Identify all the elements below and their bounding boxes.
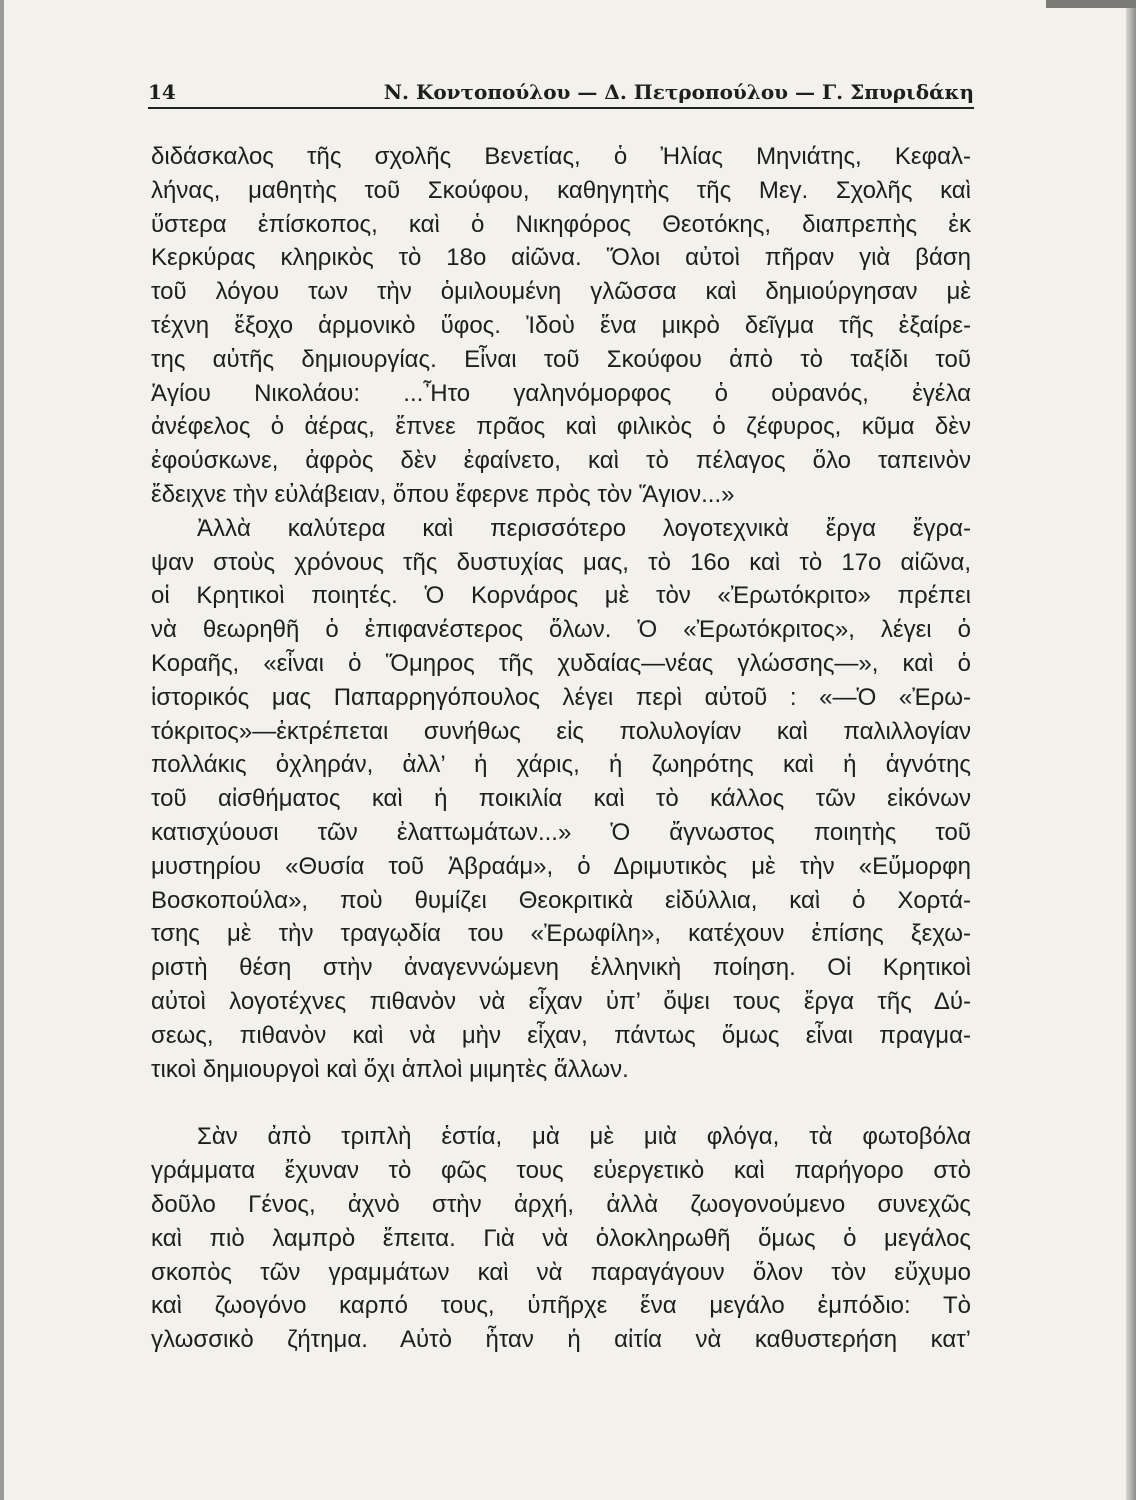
paragraph — [151, 1120, 971, 1357]
text-line: πολλάκις ὀχληράν, ἀλλ’ ἡ χάρις, ἡ ζωηρότης καὶ ἡ ἁγνότης — [151, 751, 971, 779]
text-line: νὰ θεωρηθῆ ὁ ἐπιφανέστερος ὅλων. Ὁ «Ἐρωτόκριτος», λέγει ὁ — [151, 616, 971, 644]
text-line: τσης μὲ τὴν τραγῳδία του «Ἐρωφίλη», κατέχουν ἐπίσης ξεχω- — [151, 920, 971, 948]
paragraph — [151, 140, 971, 512]
page-number: 14 — [148, 80, 176, 104]
text-line: τοῦ αἰσθήματος καὶ ἡ ποικιλία καὶ τὸ κάλλος τῶν εἰκόνων — [151, 785, 971, 813]
text-line: λήνας, μαθητὴς τοῦ Σκούφου, καθηγητὴς τῆς Μεγ. Σχολῆς καὶ — [151, 176, 971, 204]
running-head-authors: Ν. Κοντοπούλου — Δ. Πετροπούλου — Γ. Σπυριδάκη — [383, 80, 974, 104]
text-line: Κοραῆς, «εἶναι ὁ Ὅμηρος τῆς χυδαίας—νέας γλώσσης—», καὶ ὁ — [151, 649, 971, 677]
text-line: κατισχύουσι τῶν ἐλαττωμάτων...» Ὁ ἄγνωστος ποιητὴς τοῦ — [151, 818, 971, 846]
scan-edge-left — [0, 0, 4, 1500]
scan-corner-shadow — [1046, 0, 1136, 8]
text-line: Ἁγίου Νικολάου: ...Ἦτο γαληνόμορφος ὁ οὐρανός, ἐγέλα — [151, 379, 971, 407]
text-line: οἱ Κρητικοὶ ποιητές. Ὁ Κορνάρος μὲ τὸν «Ἐρωτόκριτο» πρέπει — [151, 582, 971, 610]
text-line: ἔδειχνε τὴν εὐλάβειαν, ὅπου ἔφερνε πρὸς τὸν Ἅγιον...» — [151, 480, 735, 508]
text-line: Σὰν ἀπὸ τριπλὴ ἑστία, μὰ μὲ μιὰ φλόγα, τὰ φωτοβόλα — [197, 1123, 971, 1151]
text-line: ριστὴ θέση στὴν ἀναγεννώμενη ἑλληνικὴ ποίηση. Οἱ Κρητικοὶ — [151, 954, 971, 982]
text-line: γλωσσικὸ ζήτημα. Αὐτὸ ἦταν ἡ αἰτία νὰ καθυστερήση κατ’ — [151, 1326, 971, 1354]
text-line: της αὐτῆς δημιουργίας. Εἶναι τοῦ Σκούφου ἀπὸ τὸ ταξίδι τοῦ — [151, 345, 971, 373]
page-header — [148, 76, 974, 106]
text-line: σεως, πιθανὸν καὶ νὰ μὴν εἶχαν, πάντως ὅμως εἶναι πραγμα- — [151, 1021, 971, 1049]
text-line: ὕστερα ἐπίσκοπος, καὶ ὁ Νικηφόρος Θεοτόκης, διαπρεπὴς ἐκ — [151, 210, 971, 238]
text-line: δοῦλο Γένος, ἀχνὸ στὴν ἀρχή, ἀλλὰ ζωογονούμενο συνεχῶς — [151, 1190, 971, 1218]
text-line: ἱστορικός μας Παπαρρηγόπουλος λέγει περὶ αὐτοῦ : «—Ὁ «Ἐρω- — [151, 683, 971, 711]
text-line: καὶ πιὸ λαμπρὸ ἔπειτα. Γιὰ νὰ ὁλοκληρωθῆ ὅμως ὁ μεγάλος — [151, 1224, 971, 1252]
text-line: Βοσκοπούλα», ποὺ θυμίζει Θεοκριτικὰ εἰδύλλια, καὶ ὁ Χορτά- — [151, 886, 971, 914]
text-line: Κερκύρας κληρικὸς τὸ 18ο αἰῶνα. Ὅλοι αὐτοὶ πῆραν γιὰ βάση — [151, 244, 971, 272]
body-text — [151, 140, 971, 1357]
paragraph — [151, 512, 971, 1087]
header-rule — [148, 107, 974, 109]
text-line: τόκριτος»—ἐκτρέπεται συνήθως εἰς πολυλογίαν καὶ παλιλλογίαν — [151, 717, 971, 745]
scan-edge-right — [1126, 0, 1136, 1500]
text-line: μυστηρίου «Θυσία τοῦ Ἀβραάμ», ὁ Δριμυτικὸς μὲ τὴν «Εὔμορφη — [151, 852, 971, 880]
text-line: διδάσκαλος τῆς σχολῆς Βενετίας, ὁ Ἠλίας Μηνιάτης, Κεφαλ- — [151, 143, 971, 170]
text-line: ψαν στοὺς χρόνους τῆς δυστυχίας μας, τὸ 16ο καὶ τὸ 17ο αἰῶνα, — [151, 548, 971, 576]
text-line: αὐτοὶ λογοτέχνες πιθανὸν νὰ εἶχαν ὑπ’ ὄψει τους ἔργα τῆς Δύ- — [151, 987, 971, 1015]
text-line: Ἀλλὰ καλύτερα καὶ περισσότερο λογοτεχνικὰ ἔργα ἔγρα- — [197, 514, 971, 542]
text-line: καὶ ζωογόνο καρπό τους, ὑπῆρχε ἕνα μεγάλο ἐμπόδιο: Τὸ — [151, 1292, 971, 1320]
text-line: τέχνη ἔξοχο ἁρμονικὸ ὕφος. Ἰδοὺ ἕνα μικρὸ δεῖγμα τῆς ἐξαίρε- — [151, 311, 971, 339]
text-line: τικοὶ δημιουργοὶ καὶ ὄχι ἁπλοὶ μιμητὲς ἄλλων. — [151, 1055, 629, 1083]
text-line: ἐφούσκωνε, ἀφρὸς δὲν ἐφαίνετο, καὶ τὸ πέλαγος ὅλο ταπεινὸν — [151, 447, 971, 475]
text-line: γράμματα ἔχυναν τὸ φῶς τους εὐεργετικὸ καὶ παρήγορο στὸ — [151, 1157, 971, 1185]
text-line: σκοπὸς τῶν γραμμάτων καὶ νὰ παραγάγουν ὅλον τὸν εὔχυμο — [151, 1258, 971, 1286]
text-line: τοῦ λόγου των τὴν ὁμιλουμένη γλῶσσα καὶ δημιούργησαν μὲ — [151, 278, 971, 306]
text-line: ἀνέφελος ὁ ἀέρας, ἔπνεε πρᾶος καὶ φιλικὸς ὁ ζέφυρος, κῦμα δὲν — [151, 413, 971, 441]
